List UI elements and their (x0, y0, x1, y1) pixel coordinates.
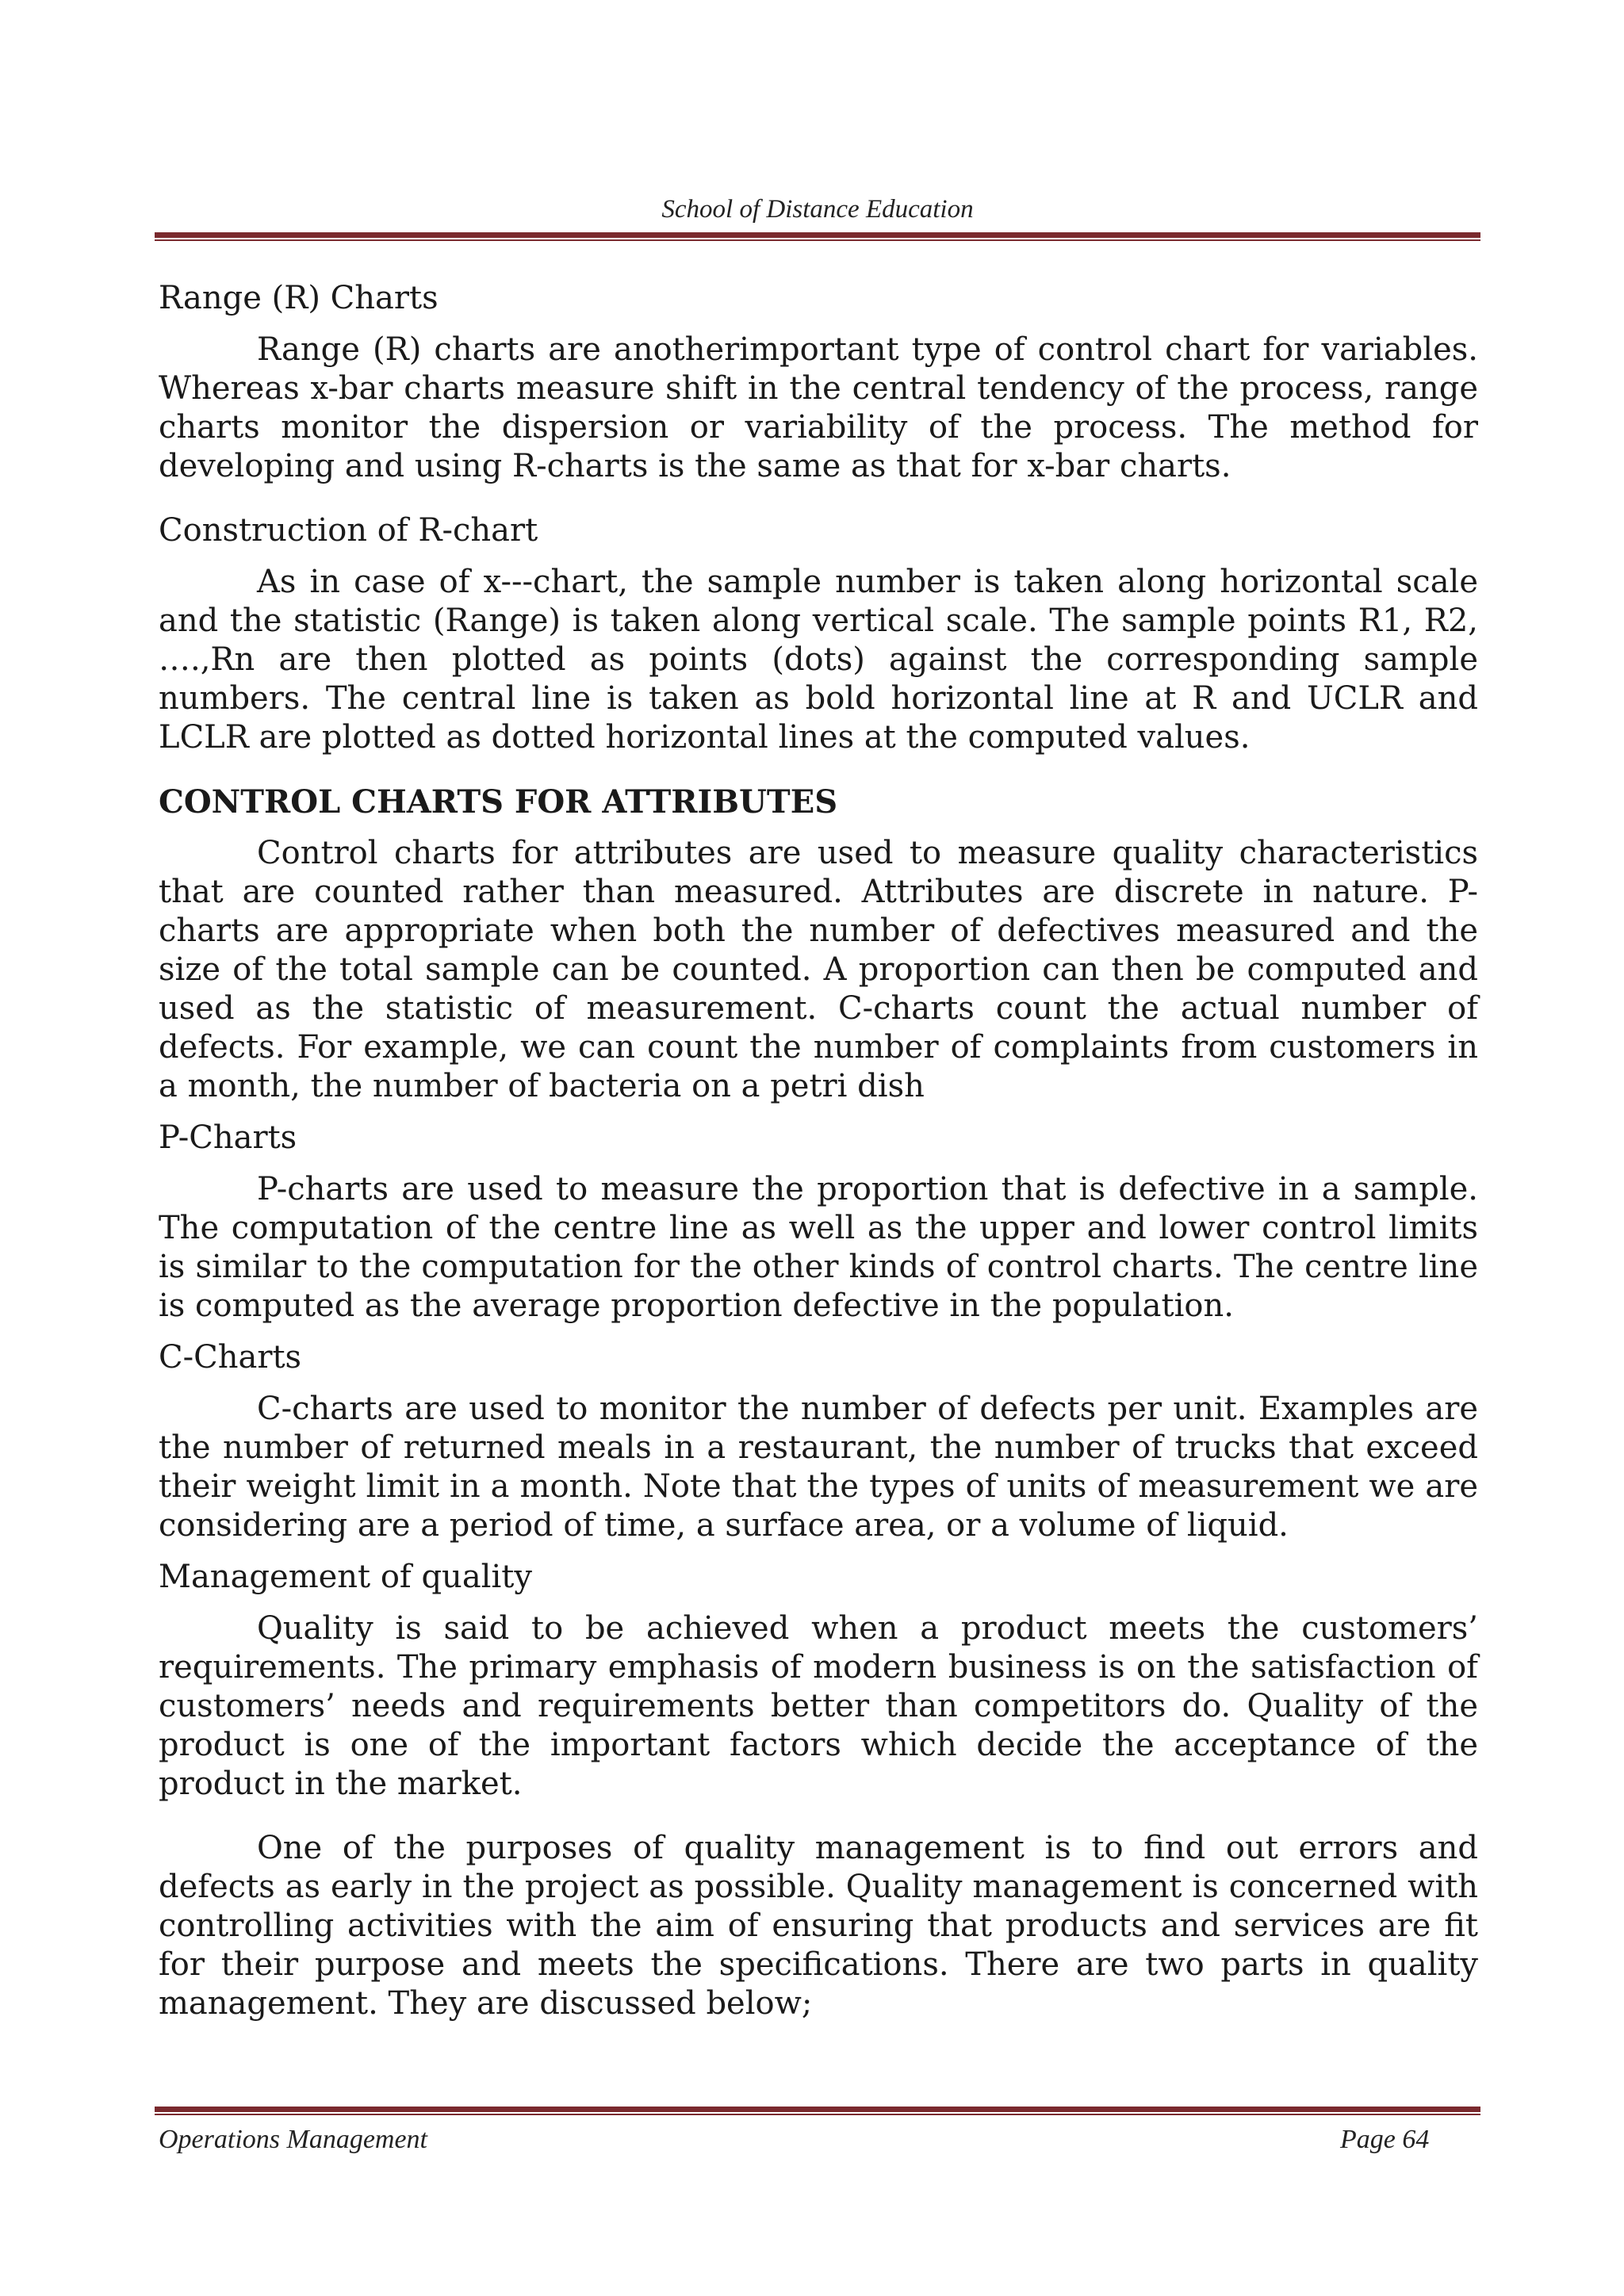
paragraph-construction: As in case of x---chart, the sample number is taken along horizontal scale and the statistic (Range) is taken along vertical scale. The sample points R1, R2, ….,Rn are then plotted as points (dots) against the corresponding sample numbers. The central line is taken as bold horizontal line at R and UCLR and LCLR are plotted as dotted horizontal lines at the computed values. (159, 564, 1478, 756)
footer-page-number: Page 64 (1340, 2125, 1430, 2154)
page-header-title: School of Distance Education (661, 195, 974, 224)
section-heading-construction: Construction of R-chart (159, 512, 538, 549)
header-rule-thick (155, 232, 1480, 238)
footer-rule (155, 2107, 1480, 2116)
footer-rule-thin (155, 2114, 1480, 2115)
section-heading-p-charts: P-Charts (159, 1119, 297, 1156)
section-heading-attributes: CONTROL CHARTS FOR ATTRIBUTES (159, 783, 838, 821)
footer-course-title: Operations Management (159, 2125, 428, 2154)
section-heading-management-of-quality: Management of quality (159, 1559, 532, 1595)
paragraph-range-charts: Range (R) charts are anotherimportant type of control chart for variables. Whereas x-bar charts measure shift in the central tendency of the process, range charts monitor the dispersion or variability of the process. The method for developing and using R-charts is the same as that for x-bar charts. (159, 331, 1478, 484)
footer-rule-thick (155, 2107, 1480, 2112)
paragraph-management-1: Quality is said to be achieved when a product meets the customers’ requirements. The primary emphasis of modern business is on the satisfaction of customers’ needs and requirements better than competitors do. Quality of the product is one of the important factors which decide the acceptance of the product in the market. (159, 1610, 1478, 1802)
header-rule-thin (155, 239, 1480, 241)
paragraph-p-charts: P-charts are used to measure the proportion that is defective in a sample. The computation of the centre line as well as the upper and lower control limits is similar to the computation for the other kinds of control charts. The centre line is computed as the average proportion defective in the population. (159, 1171, 1478, 1324)
section-heading-range-charts: Range (R) Charts (159, 280, 439, 316)
paragraph-c-charts: C-charts are used to monitor the number of defects per unit. Examples are the number of returned meals in a restaurant, the number of trucks that exceed their weight limit in a month. Note that the types of units of measurement we are considering are a period of time, a surface area, or a volume of liquid. (159, 1391, 1478, 1544)
page-body (159, 279, 1478, 2049)
section-heading-c-charts: C-Charts (159, 1339, 302, 1376)
paragraph-management-2: One of the purposes of quality management is to find out errors and defects as early in the project as possible. Quality management is concerned with controlling activities with the aim of ensuring that products and services are fit for their purpose and meets the specifications. There are two parts in quality management. They are discussed below; (159, 1830, 1478, 2022)
header-rule (155, 232, 1480, 242)
paragraph-attributes: Control charts for attributes are used to measure quality characteristics that are counted rather than measured. Attributes are discrete in nature. P-charts are appropriate when both the number of defectives measured and the size of the total sample can be counted. A proportion can then be computed and used as the statistic of measurement. C-charts count the actual number of defects. For example, we can count the number of complaints from customers in a month, the number of bacteria on a petri dish (159, 835, 1478, 1104)
